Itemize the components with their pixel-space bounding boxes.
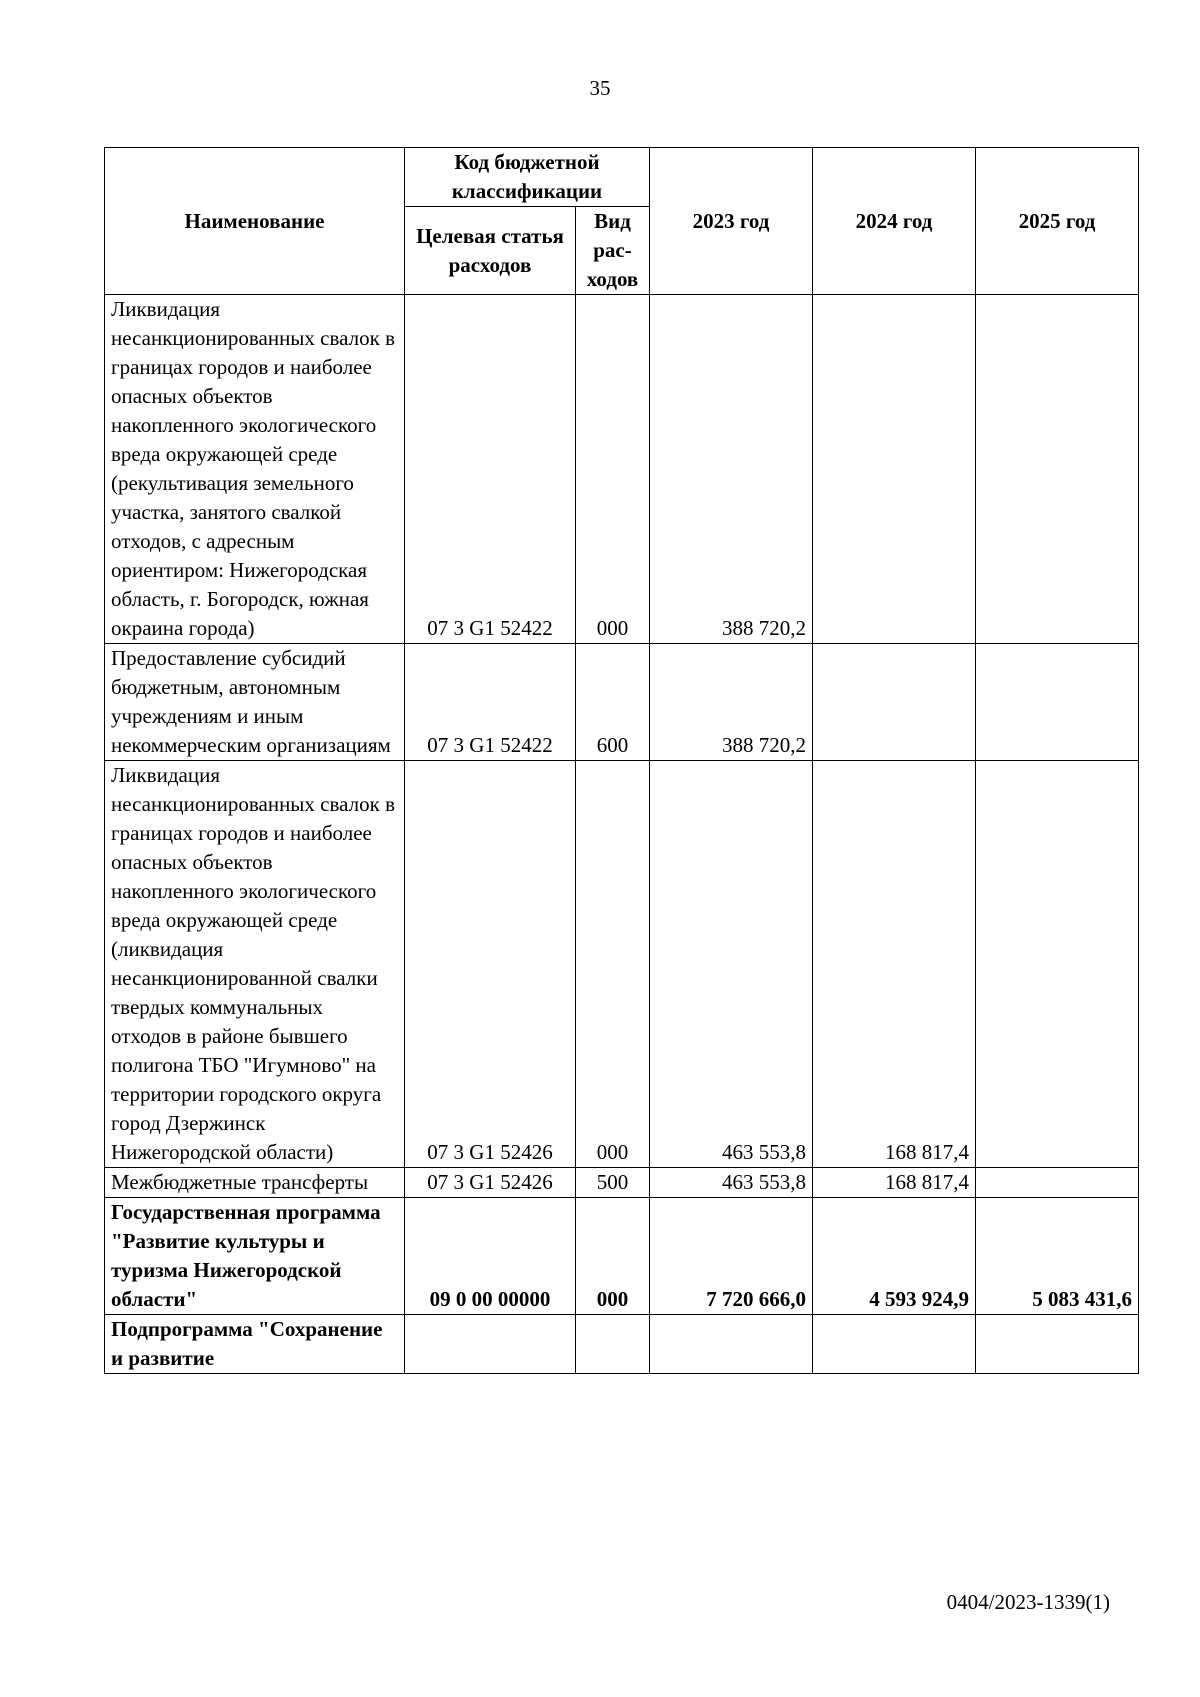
row-2023: 388 720,2 <box>650 644 813 761</box>
table-row <box>105 1198 1139 1315</box>
row-2024: 168 817,4 <box>813 761 976 1168</box>
row-2023 <box>650 1315 813 1374</box>
row-code: 09 0 00 00000 <box>405 1198 576 1315</box>
table-row <box>105 644 1139 761</box>
row-2023: 7 720 666,0 <box>650 1198 813 1315</box>
row-2025 <box>976 1168 1139 1198</box>
row-2025 <box>976 295 1139 644</box>
row-2025 <box>976 1315 1139 1374</box>
row-2023: 463 553,8 <box>650 1168 813 1198</box>
row-2025 <box>976 644 1139 761</box>
table-row <box>105 1168 1139 1198</box>
row-type: 000 <box>576 761 650 1168</box>
row-code <box>405 1315 576 1374</box>
page-number: 35 <box>589 76 611 100</box>
header-code-group: Код бюджетной классификации <box>405 148 650 207</box>
row-name: Межбюджетные трансферты <box>105 1168 405 1198</box>
table-row <box>105 761 1139 1168</box>
row-code: 07 3 G1 52422 <box>405 644 576 761</box>
row-type: 500 <box>576 1168 650 1198</box>
row-name: Подпрограмма "Сохранение и развитие <box>105 1315 405 1374</box>
budget-table <box>104 147 1139 1374</box>
row-name: Ликвидация несанкционированных свалок в границах городов и наиболее опасных объектов накопленного экологического вреда окружающей среде (рекультивация земельного участка, занятого свалкой отходов, с адресным ориентиром: Нижегородская область, г. Богородск, южная окраина города) <box>105 295 405 644</box>
table-row <box>105 295 1139 644</box>
header-2023: 2023 год <box>650 148 813 295</box>
row-2024: 4 593 924,9 <box>813 1198 976 1315</box>
row-code: 07 3 G1 52426 <box>405 1168 576 1198</box>
row-2024: 168 817,4 <box>813 1168 976 1198</box>
header-target-article: Целевая статья расходов <box>405 207 576 295</box>
row-2024 <box>813 295 976 644</box>
row-type <box>576 1315 650 1374</box>
row-name: Ликвидация несанкционированных свалок в границах городов и наиболее опасных объектов накопленного экологического вреда окружающей среде (ликвидация несанкционированной свалки твердых коммунальных отходов в районе бывшего полигона ТБО "Игумново" на территории городского округа город Дзержинск Нижегородской области) <box>105 761 405 1168</box>
header-name: Наименование <box>105 148 405 295</box>
row-code: 07 3 G1 52422 <box>405 295 576 644</box>
row-code: 07 3 G1 52426 <box>405 761 576 1168</box>
row-type: 000 <box>576 1198 650 1315</box>
row-name: Предоставление субсидий бюджетным, автономным учреждениям и иным некоммерческим организациям <box>105 644 405 761</box>
header-expense-type: Вид рас-ходов <box>576 207 650 295</box>
document-id: 0404/2023-1339(1) <box>946 1590 1110 1614</box>
header-2025: 2025 год <box>976 148 1139 295</box>
row-2024 <box>813 1315 976 1374</box>
row-2025: 5 083 431,6 <box>976 1198 1139 1315</box>
row-2025 <box>976 761 1139 1168</box>
row-2023: 388 720,2 <box>650 295 813 644</box>
row-name: Государственная программа "Развитие культуры и туризма Нижегородской области" <box>105 1198 405 1315</box>
row-type: 600 <box>576 644 650 761</box>
table-row <box>105 1315 1139 1374</box>
row-2024 <box>813 644 976 761</box>
row-type: 000 <box>576 295 650 644</box>
row-2023: 463 553,8 <box>650 761 813 1168</box>
header-2024: 2024 год <box>813 148 976 295</box>
